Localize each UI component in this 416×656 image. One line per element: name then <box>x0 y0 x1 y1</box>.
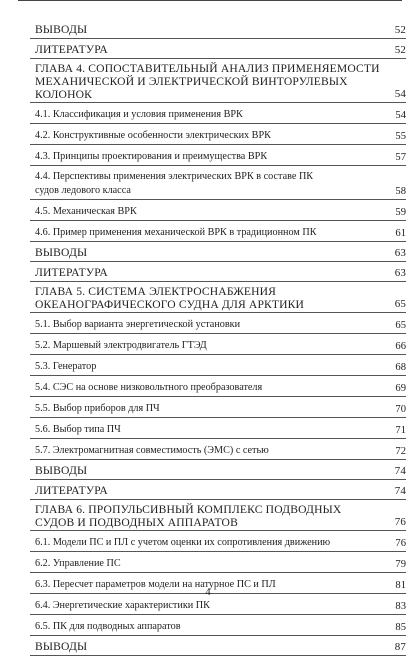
toc-heading-row <box>30 242 406 262</box>
toc-entry-title: ВЫВОДЫ <box>35 246 88 259</box>
toc-entry-title: 4.2. Конструктивные особенности электрических ВРК <box>35 130 271 141</box>
toc-heading-row <box>30 282 406 313</box>
toc-page-number: 65 <box>395 320 406 331</box>
toc-entry-row <box>30 124 406 145</box>
toc-page-number: 55 <box>395 131 406 142</box>
toc-entry-title: ГЛАВА 5. СИСТЕМА ЭЛЕКТРОСНАБЖЕНИЯ <box>35 285 277 298</box>
toc-entry-title: КОЛОНОК <box>35 88 93 101</box>
toc-entry-title: 5.4. СЭС на основе низковольтного преобразователя <box>35 382 263 393</box>
toc-entry-title: ГЛАВА 6. ПРОПУЛЬСИВНЫЙ КОМПЛЕКС ПОДВОДНЫХ <box>35 503 342 516</box>
top-rule <box>18 0 402 1</box>
toc-entry-row <box>30 334 406 355</box>
toc-page-number: 54 <box>395 110 406 121</box>
toc-entry-title: 4.1. Классификация и условия применения ВРК <box>35 109 243 120</box>
toc-entry-title: 4.4. Перспективы применения электрических ВРК в составе ПК <box>35 171 314 182</box>
toc-entry-title: 4.5. Механическая ВРК <box>35 206 137 217</box>
toc-entry-title: 5.5. Выбор приборов для ПЧ <box>35 403 160 414</box>
toc-heading-row <box>30 39 406 59</box>
toc-entry-title: 5.6. Выбор типа ПЧ <box>35 424 121 435</box>
toc-entry-title: ВЫВОДЫ <box>35 464 88 477</box>
toc-page-number: 61 <box>395 228 406 239</box>
toc-page-number: 71 <box>395 425 406 436</box>
toc-heading-row <box>30 480 406 500</box>
toc-entry-title: 5.1. Выбор варианта энергетической установки <box>35 319 241 330</box>
toc-page-number: 57 <box>395 152 406 163</box>
toc-page-number: 87 <box>394 641 406 653</box>
toc-page-number: 68 <box>395 362 406 373</box>
toc-entry-title: 5.7. Электромагнитная совместимость (ЭМС) с сетью <box>35 445 269 456</box>
toc-entry-title: ЛИТЕРАТУРА <box>35 484 108 497</box>
toc-entry-title: СУДОВ И ПОДВОДНЫХ АППАРАТОВ <box>35 516 238 529</box>
toc-page-number: 70 <box>395 404 406 415</box>
toc-page-number: 85 <box>395 622 406 633</box>
toc-entry-title: 5.2. Маршевый электродвигатель ГТЭД <box>35 340 207 351</box>
toc-page-number: 58 <box>395 186 406 197</box>
table-of-contents <box>30 19 406 656</box>
toc-entry-title: ЛИТЕРАТУРА <box>35 43 108 56</box>
toc-entry-title: 4.6. Пример применения механической ВРК в традиционном ПК <box>35 227 317 238</box>
toc-page-number: 79 <box>395 559 406 570</box>
toc-heading-row <box>30 19 406 39</box>
toc-entry-title: 6.2. Управление ПС <box>35 558 121 569</box>
toc-heading-row <box>30 262 406 282</box>
toc-page-number: 76 <box>394 516 406 528</box>
toc-entry-row <box>30 355 406 376</box>
toc-entry-title: ВЫВОДЫ <box>35 640 88 653</box>
toc-entry-title: 6.4. Энергетические характеристики ПК <box>35 600 210 611</box>
toc-entry-title: ОКЕАНОГРАФИЧЕСКОГО СУДНА ДЛЯ АРКТИКИ <box>35 298 305 311</box>
toc-entry-title: судов ледового класса <box>35 185 131 196</box>
toc-entry-row <box>30 145 406 166</box>
toc-entry-row <box>30 103 406 124</box>
toc-page-number: 54 <box>394 88 406 100</box>
toc-page-number: 76 <box>395 538 406 549</box>
toc-page-number: 59 <box>395 207 406 218</box>
toc-entry-title: ГЛАВА 4. СОПОСТАВИТЕЛЬНЫЙ АНАЛИЗ ПРИМЕНЯЕМОСТИ <box>35 62 380 75</box>
toc-page-number: 52 <box>394 24 406 36</box>
toc-page-number: 65 <box>394 298 406 310</box>
toc-page-number: 74 <box>394 465 406 477</box>
toc-page-number: 63 <box>394 247 406 259</box>
toc-entry-row <box>30 200 406 221</box>
toc-heading-row <box>30 636 406 656</box>
toc-entry-row <box>30 313 406 334</box>
toc-entry-row <box>30 166 406 200</box>
toc-page-number: 63 <box>394 267 406 279</box>
toc-page-number: 66 <box>395 341 406 352</box>
toc-entry-row <box>30 418 406 439</box>
toc-entry-row <box>30 397 406 418</box>
toc-entry-row <box>30 552 406 573</box>
toc-entry-row <box>30 615 406 636</box>
toc-page-number: 72 <box>395 446 406 457</box>
toc-entry-title: 5.3. Генератор <box>35 361 97 372</box>
toc-page-number: 69 <box>395 383 406 394</box>
toc-entry-title: ВЫВОДЫ <box>35 23 88 36</box>
toc-entry-title: 6.3. Пересчет параметров модели на натурное ПС и ПЛ <box>35 579 276 590</box>
page-number: 4 <box>205 587 211 598</box>
toc-entry-row <box>30 376 406 397</box>
toc-page-number: 74 <box>394 485 406 497</box>
toc-heading-row <box>30 460 406 480</box>
toc-entry-row <box>30 221 406 242</box>
toc-entry-title: 4.3. Принципы проектирования и преимущества ВРК <box>35 151 268 162</box>
toc-entry-title: МЕХАНИЧЕСКОЙ И ЭЛЕКТРИЧЕСКОЙ ВИНТОРУЛЕВЫХ <box>35 75 348 88</box>
toc-entry-row <box>30 439 406 460</box>
toc-page-number: 52 <box>394 44 406 56</box>
toc-entry-title: 6.1. Модели ПС и ПЛ с учетом оценки их сопротивления движению <box>35 537 331 548</box>
toc-page-number: 81 <box>395 580 406 591</box>
toc-entry-title: 6.5. ПК для подводных аппаратов <box>35 621 181 632</box>
toc-entry-row <box>30 531 406 552</box>
toc-entry-title: ЛИТЕРАТУРА <box>35 266 108 279</box>
toc-page-number: 83 <box>395 601 406 612</box>
toc-heading-row <box>30 500 406 531</box>
toc-heading-row <box>30 59 406 103</box>
